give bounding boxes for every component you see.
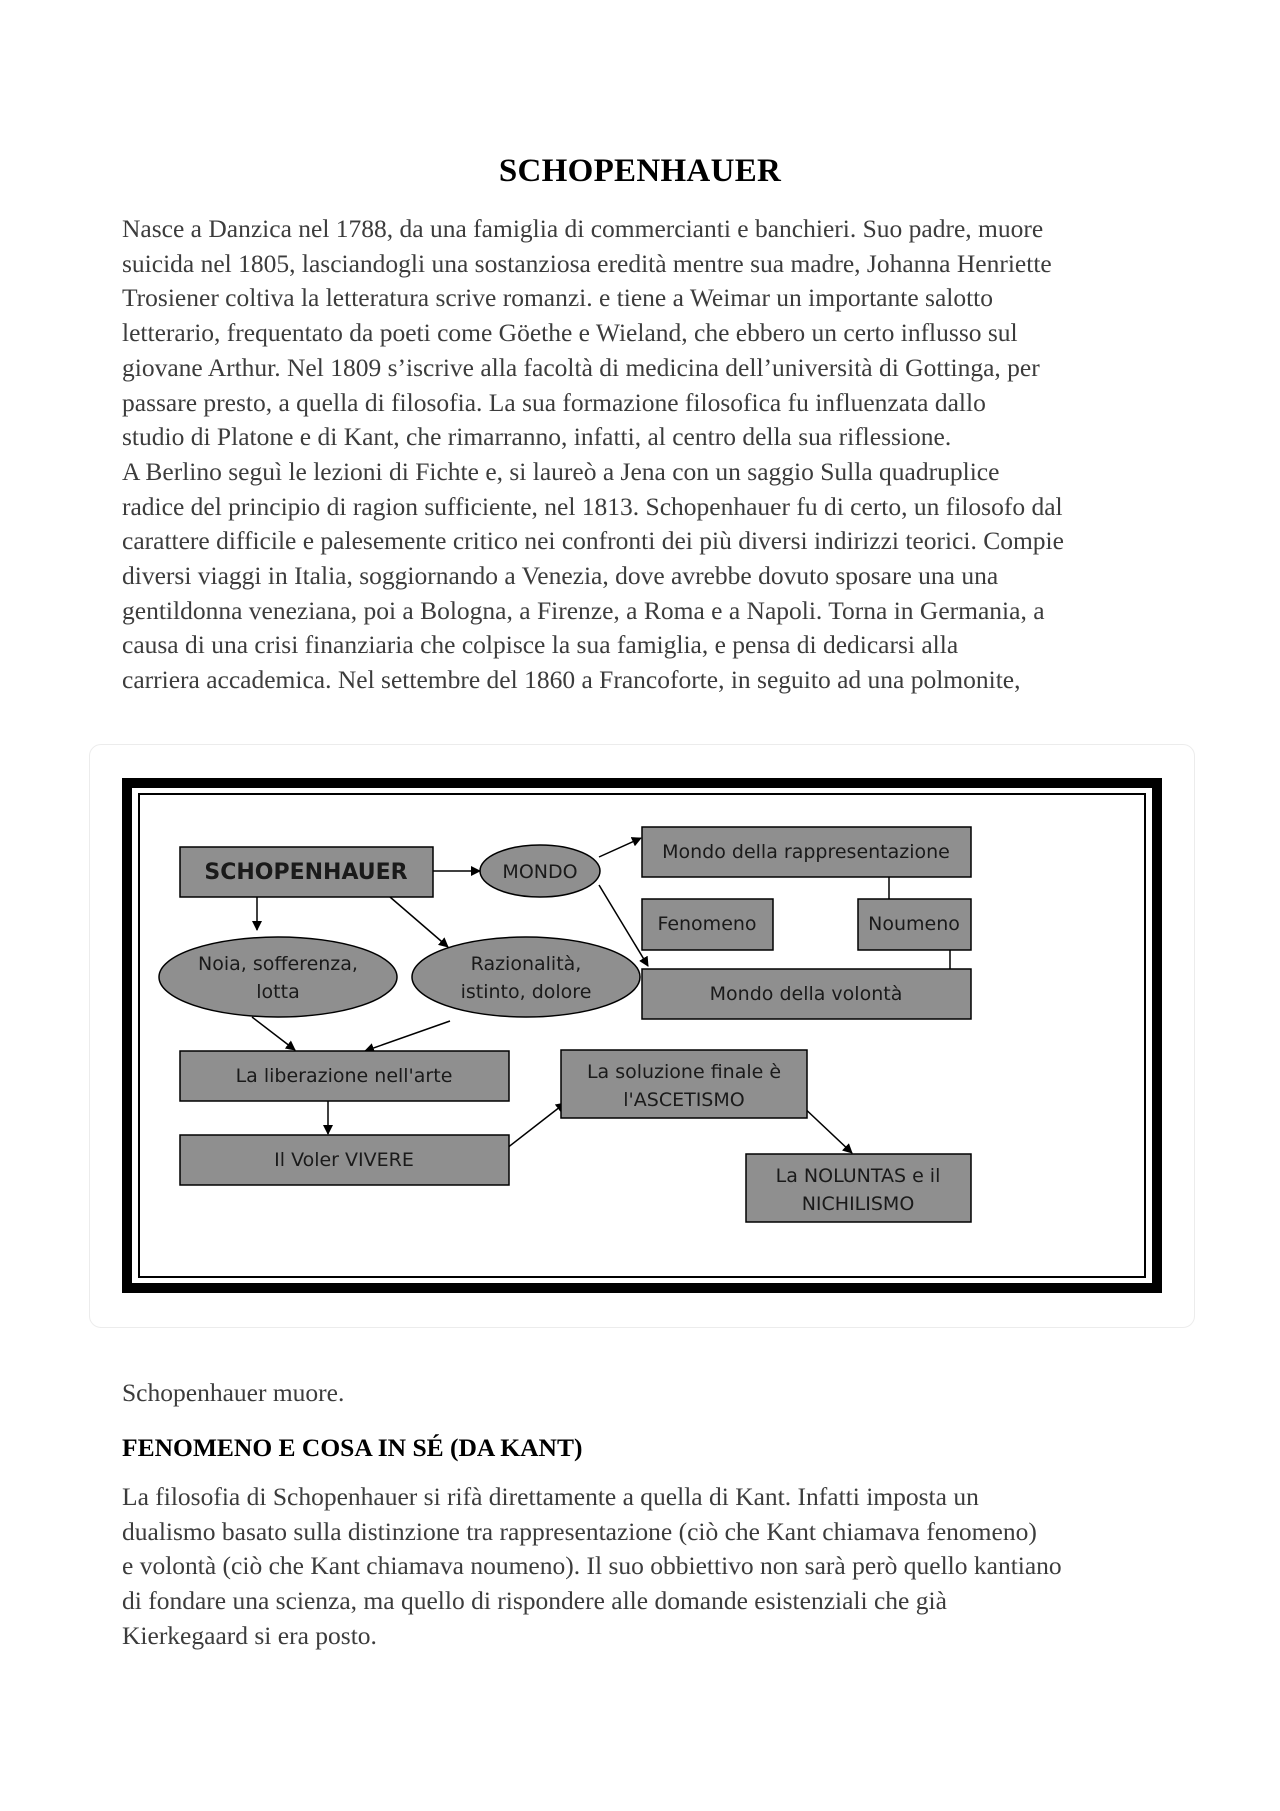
node-razionalita bbox=[412, 937, 640, 1017]
concept-map-frame bbox=[122, 778, 1162, 1293]
label-schopenhauer: SCHOPENHAUER bbox=[204, 860, 408, 885]
intro-line: diversi viaggi in Italia, soggiornando a Venezia, dove avrebbe dovuto sposare una una bbox=[122, 561, 999, 591]
intro-line: carriera accademica. Nel settembre del 1860 a Francoforte, in seguito ad una polmonite, bbox=[122, 665, 1021, 695]
intro-line: Trosiener coltiva la letteratura scrive romanzi. e tiene a Weimar un importante salotto bbox=[122, 283, 994, 313]
intro-line: A Berlino seguì le lezioni di Fichte e, si laureò a Jena con un saggio Sulla quadruplice bbox=[122, 456, 1000, 486]
section-line: La filosofia di Schopenhauer si rifà direttamente a quella di Kant. Infatti imposta un bbox=[122, 1482, 979, 1511]
concept-map bbox=[140, 795, 1144, 1270]
intro-line: Nasce a Danzica nel 1788, da una famiglia di commercianti e banchieri. Suo padre, muore bbox=[122, 214, 1044, 243]
label-razionalita-line-2: istinto, dolore bbox=[460, 981, 592, 1003]
page-title: SCHOPENHAUER bbox=[498, 153, 782, 189]
label-noluntas-line-2: NICHILISMO bbox=[801, 1193, 915, 1215]
label-liberazione: La liberazione nell'arte bbox=[235, 1065, 453, 1087]
concept-map-canvas bbox=[138, 793, 1146, 1278]
intro-line: gentildonna veneziana, poi a Bologna, a Firenze, a Roma e a Napoli. Torna in Germania, a bbox=[122, 595, 1045, 625]
label-noluntas-line-1: La NOLUNTAS e il bbox=[775, 1165, 941, 1187]
label-noia-line-2: lotta bbox=[256, 981, 300, 1003]
arrow-schopenhauer-razionalita bbox=[390, 897, 448, 947]
section-paragraph bbox=[122, 1480, 1172, 1654]
node-noia bbox=[159, 937, 397, 1017]
intro-line: letterario, frequentato da poeti come Göethe e Wieland, che ebbero un certo influsso sul bbox=[122, 318, 1018, 348]
arrow-razionalita-liberazione bbox=[365, 1021, 450, 1051]
intro-paragraph bbox=[122, 212, 1172, 698]
intro-line: radice del principio di ragion sufficiente, nel 1813. Schopenhauer fu di certo, un filosofo dal bbox=[122, 491, 1063, 521]
section-line: dualismo basato sulla distinzione tra rappresentazione (ciò che Kant chiamava fenomeno) bbox=[122, 1516, 1037, 1546]
label-volonta: Mondo della volontà bbox=[709, 983, 903, 1005]
section-line: e volontà (ciò che Kant chiamava noumeno). Il suo obbiettivo non sarà però quello kantiano bbox=[122, 1551, 1062, 1581]
label-fenomeno: Fenomeno bbox=[657, 913, 757, 935]
concept-map-border bbox=[132, 788, 1152, 1283]
label-noumeno: Noumeno bbox=[868, 913, 960, 935]
label-voler-vivere: Il Voler VIVERE bbox=[274, 1149, 414, 1171]
label-razionalita-line-1: Razionalità, bbox=[470, 953, 582, 975]
after-diagram-text: Schopenhauer muore. bbox=[122, 1378, 345, 1407]
intro-line: studio di Platone e di Kant, che rimarranno, infatti, al centro della sua riflessione. bbox=[122, 422, 952, 452]
label-rappresentazione: Mondo della rappresentazione bbox=[662, 841, 950, 863]
section-heading: FENOMENO E COSA IN SÉ (DA KANT) bbox=[122, 1433, 583, 1462]
label-noia-line-1: Noia, sofferenza, bbox=[198, 953, 358, 975]
intro-line: suicida nel 1805, lasciandogli una sostanziosa eredità mentre sua madre, Johanna Henriette bbox=[122, 248, 1052, 278]
arrow-mondo-rappresentazione bbox=[599, 838, 641, 857]
section-line: di fondare una scienza, ma quello di rispondere alle domande esistenziali che già bbox=[122, 1586, 947, 1616]
intro-line: passare presto, a quella di filosofia. La sua formazione filosofica fu influenzata dallo bbox=[122, 387, 986, 417]
intro-line: carattere difficile e palesemente critico nei confronti dei più diversi indirizzi teorici. Compie bbox=[122, 526, 1064, 556]
label-mondo: MONDO bbox=[502, 861, 578, 883]
arrow-noia-liberazione bbox=[252, 1017, 295, 1050]
section-line: Kierkegaard si era posto. bbox=[122, 1620, 377, 1650]
intro-line: causa di una crisi finanziaria che colpisce la sua famiglia, e pensa di dedicarsi alla bbox=[122, 630, 959, 660]
arrow-voler-vivere-ascetismo bbox=[502, 1103, 565, 1152]
label-soluzione-line-1: La soluzione finale è bbox=[586, 1061, 782, 1083]
label-soluzione-line-2: l'ASCETISMO bbox=[623, 1089, 745, 1111]
intro-line: giovane Arthur. Nel 1809 s’iscrive alla facoltà di medicina dell’università di Gottinga, per bbox=[122, 352, 1040, 382]
